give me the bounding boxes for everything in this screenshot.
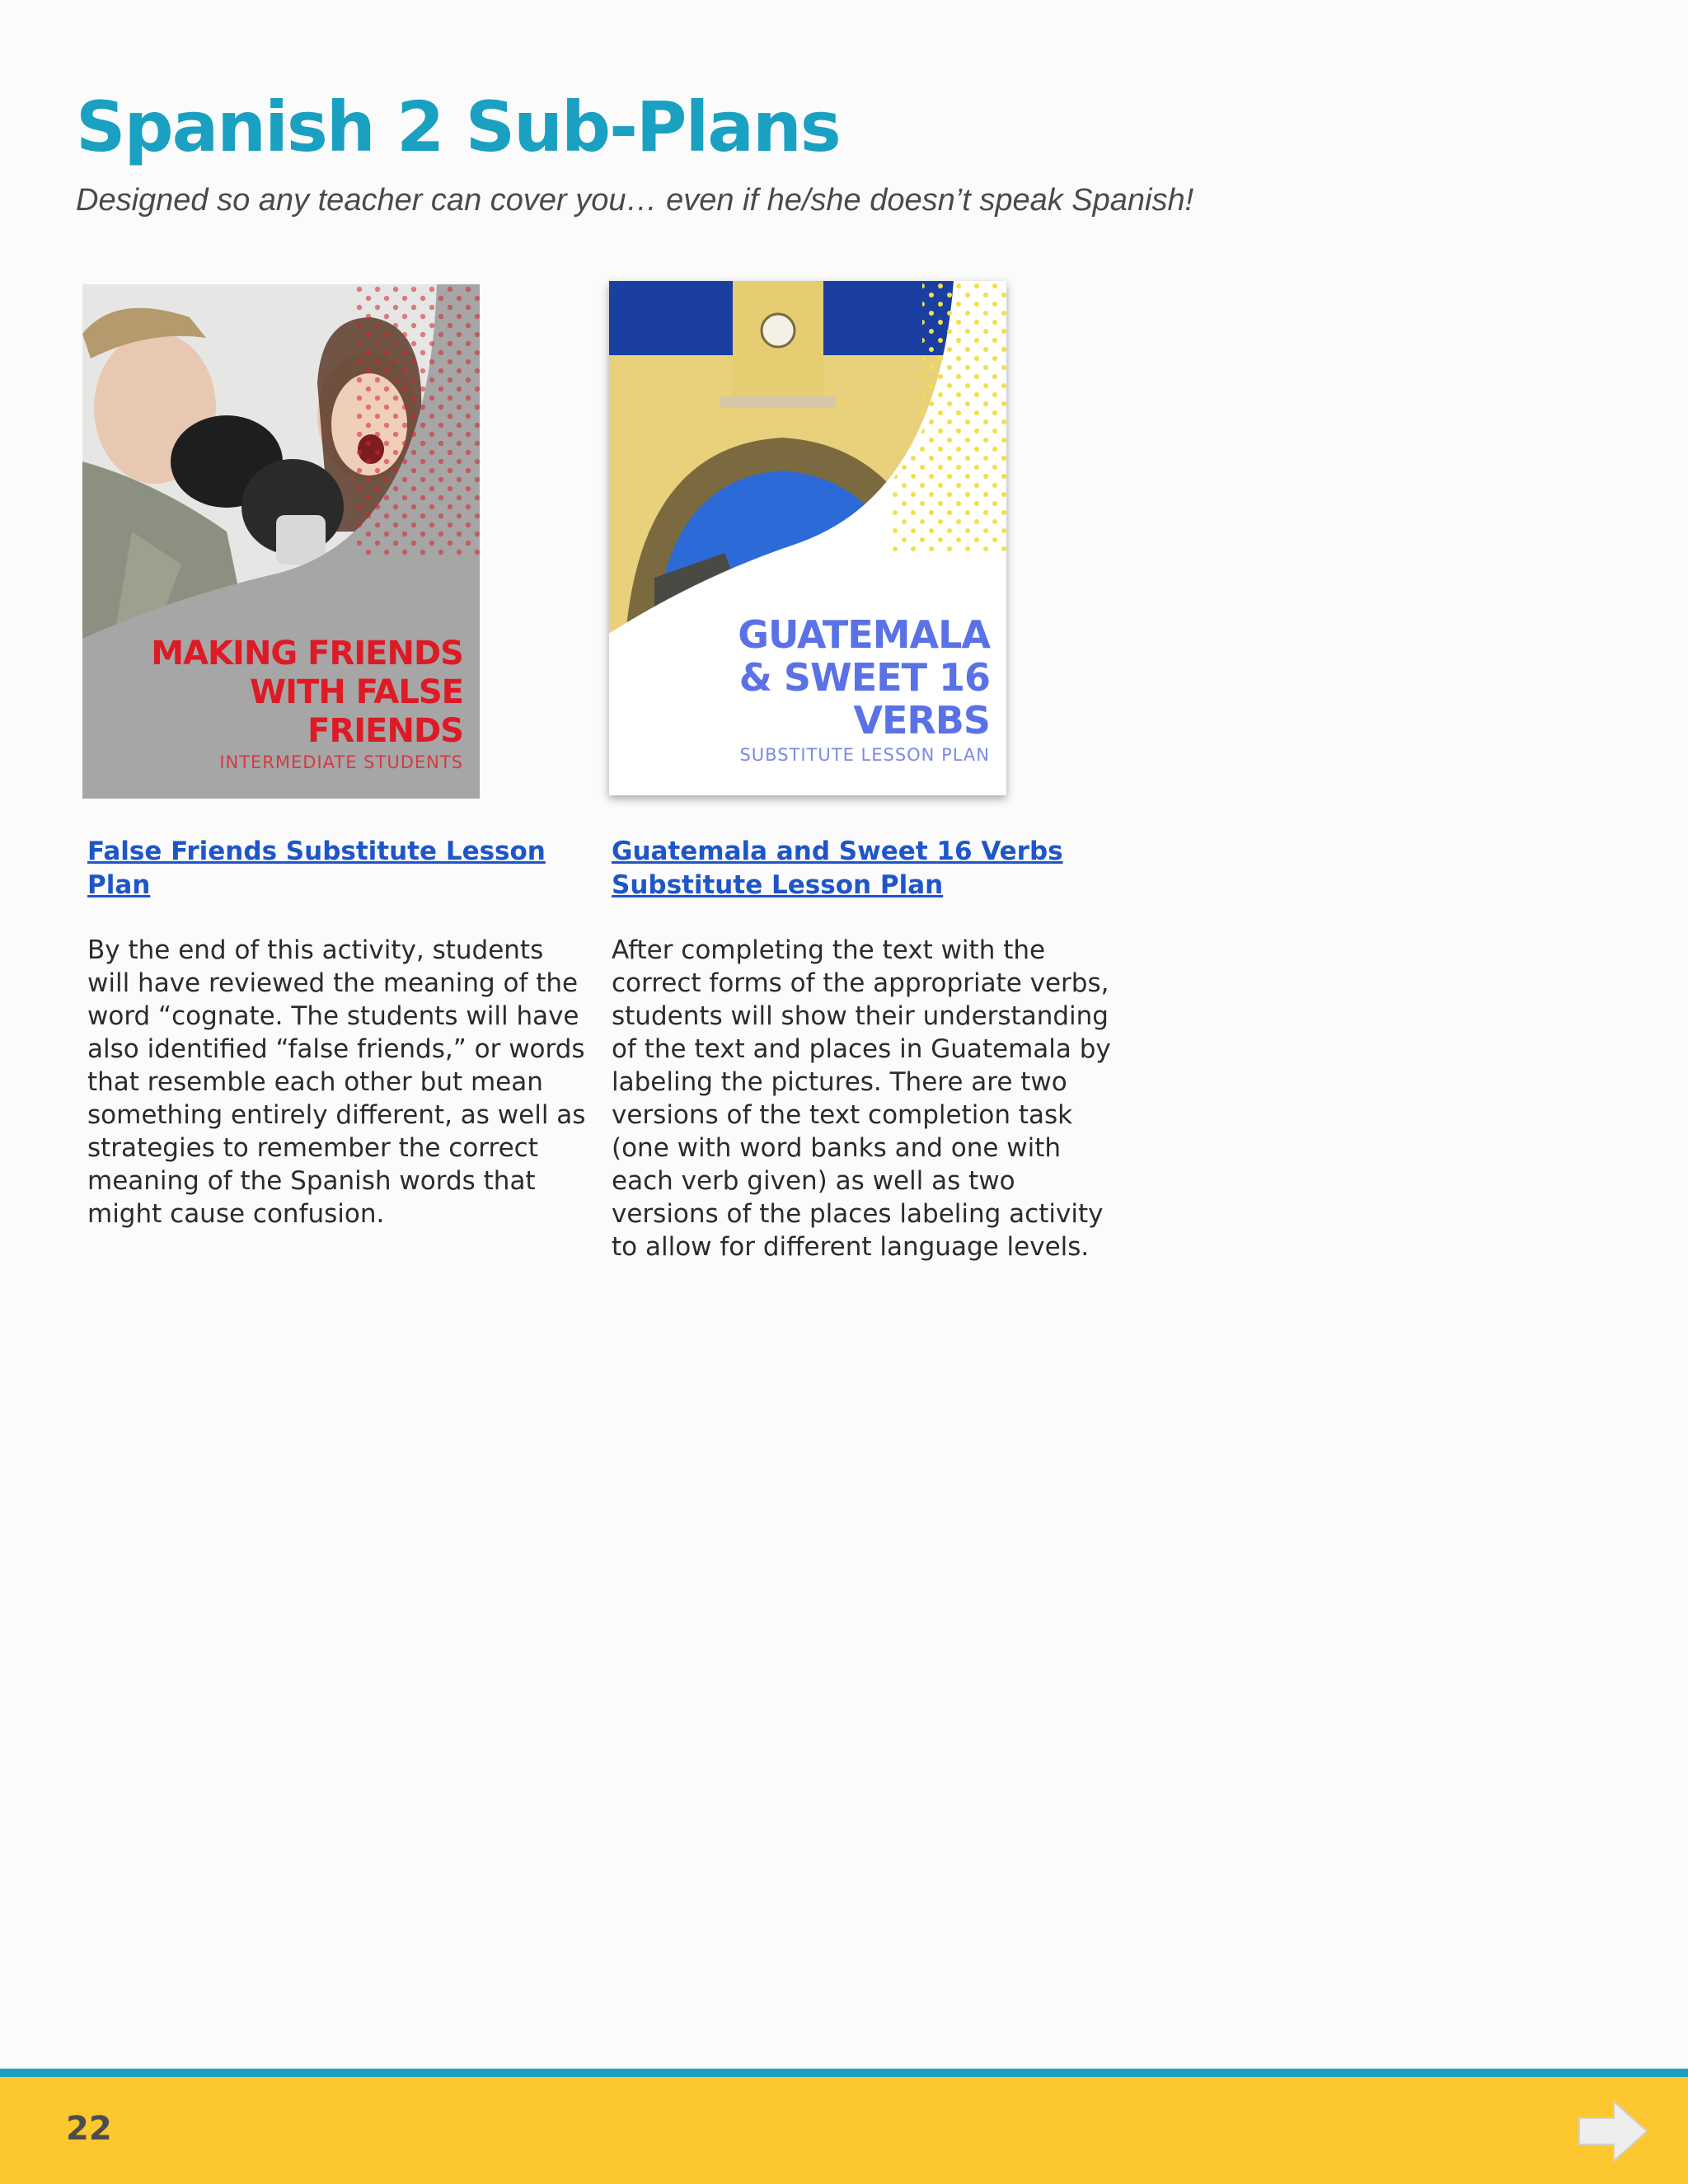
cover-title-line: VERBS <box>853 698 990 743</box>
cover-title <box>738 613 990 742</box>
page-number: 22 <box>66 2110 112 2148</box>
cover-image-false-friends[interactable] <box>82 284 480 799</box>
cover-subtitle: SUBSTITUTE LESSON PLAN <box>739 745 990 765</box>
cover-title <box>151 635 463 751</box>
footer-divider <box>0 2069 1688 2077</box>
cover-title-line: FRIENDS <box>307 712 463 750</box>
lesson-description: By the end of this activity, students will have reviewed the meaning of the word “cognate. The students will have also identified “false friends,” or words that resemble each other but mean something entirely different, as well as strategies to remember the correct meaning of the Spanish words that might cause confusion. <box>87 935 586 1229</box>
footer-bar <box>0 2077 1688 2184</box>
arrow-right-icon[interactable] <box>1576 2098 1650 2164</box>
lesson-link-guatemala[interactable]: Guatemala and Sweet 16 Verbs Substitute Lesson Plan <box>612 837 1063 900</box>
cover-title-line: GUATEMALA <box>738 612 990 657</box>
page-subtitle: Designed so any teacher can cover you… even if he/she doesn’t speak Spanish! <box>76 183 1194 218</box>
lesson-card-guatemala <box>609 284 1111 1262</box>
cover-image-guatemala[interactable] <box>609 281 1006 795</box>
cover-subtitle: INTERMEDIATE STUDENTS <box>219 752 463 772</box>
lesson-link-false-friends[interactable]: False Friends Substitute Lesson Plan <box>87 837 546 900</box>
cover-title-line: WITH FALSE <box>249 673 463 711</box>
lesson-card-false-friends <box>82 284 586 1229</box>
cover-title-line: MAKING FRIENDS <box>151 635 463 673</box>
cover-title-line: & SWEET 16 <box>738 655 990 700</box>
page-title: Spanish 2 Sub-Plans <box>76 87 840 167</box>
lesson-description: After completing the text with the correct forms of the appropriate verbs, students will show their understanding of the text and places in Guatemala by labeling the pictures. There are two versions of the text completion task (one with word banks and one with each verb given) as well as two versions of the places labeling activity to allow for different language levels. <box>612 935 1111 1262</box>
